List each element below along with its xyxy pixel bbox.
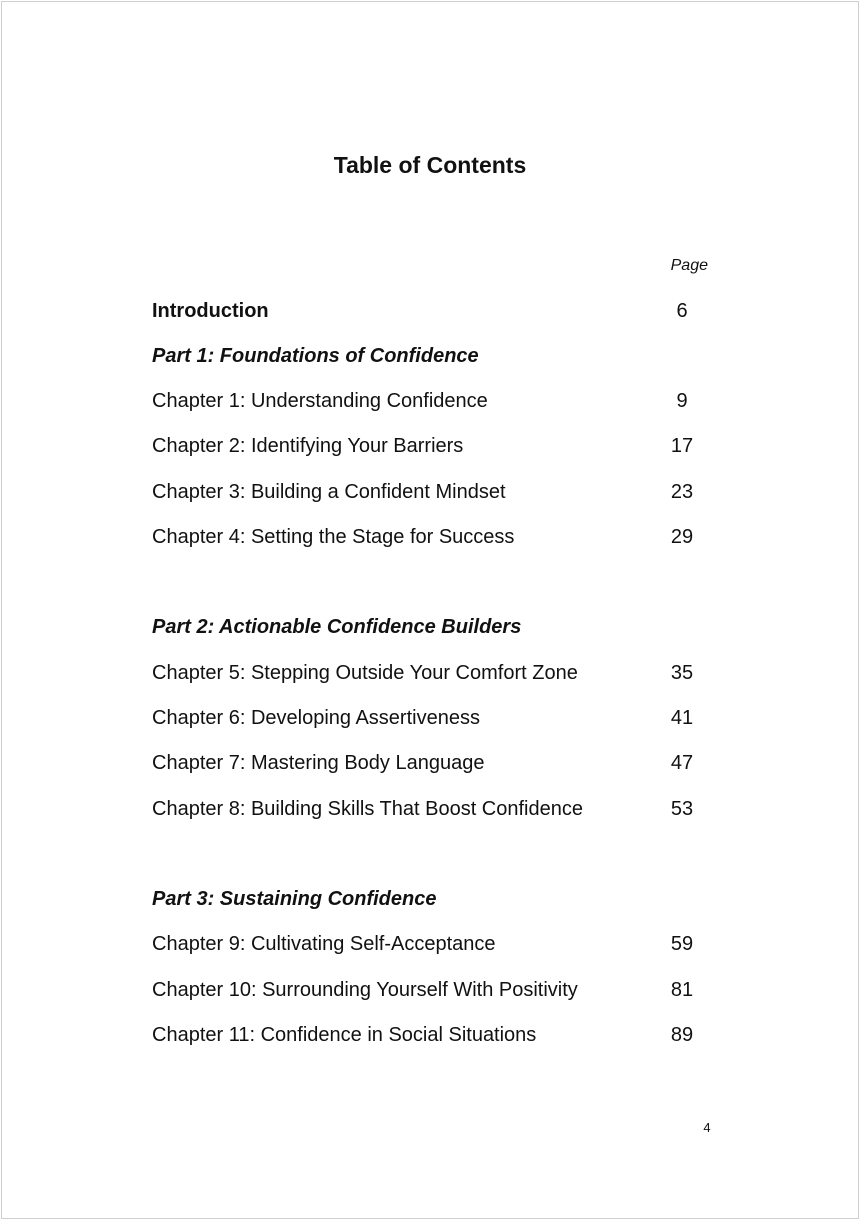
toc-entry-chapter-2[interactable] xyxy=(152,433,712,459)
toc-part-3-heading[interactable] xyxy=(152,886,712,912)
toc-part-label: Part 3: Sustaining Confidence xyxy=(152,888,437,910)
page-number: 4 xyxy=(703,1120,711,1135)
toc-part-label: Part 1: Foundations of Confidence xyxy=(152,345,479,367)
toc-entry-chapter-9[interactable] xyxy=(152,931,712,957)
toc-entry-label: Chapter 3: Building a Confident Mindset xyxy=(152,481,506,503)
toc-entry-label: Chapter 8: Building Skills That Boost Confidence xyxy=(152,798,583,820)
toc-entry-label: Introduction xyxy=(152,300,269,322)
toc-entry-page: 47 xyxy=(670,752,694,774)
toc-part-1-heading[interactable] xyxy=(152,343,712,369)
toc-entry-label: Chapter 4: Setting the Stage for Success xyxy=(152,526,515,548)
toc-entry-page: 17 xyxy=(670,435,694,457)
toc-entry-label: Chapter 7: Mastering Body Language xyxy=(152,752,485,774)
toc-entry-chapter-3[interactable] xyxy=(152,479,712,505)
toc-entry-page: 81 xyxy=(670,979,694,1001)
toc-entry-label: Chapter 5: Stepping Outside Your Comfort Zone xyxy=(152,662,578,684)
toc-entry-page: 9 xyxy=(676,390,688,412)
toc-entry-page: 53 xyxy=(670,798,694,820)
toc-entry-chapter-8[interactable] xyxy=(152,796,712,822)
toc-entry-introduction[interactable] xyxy=(152,298,712,324)
page-column-header: Page xyxy=(670,257,708,274)
toc-entry-label: Chapter 2: Identifying Your Barriers xyxy=(152,435,464,457)
toc-entry-label: Chapter 11: Confidence in Social Situations xyxy=(152,1024,537,1046)
toc-entry-page: 29 xyxy=(670,526,694,548)
toc-entry-chapter-11[interactable] xyxy=(152,1022,712,1048)
toc-entry-chapter-4[interactable] xyxy=(152,524,712,550)
toc-entry-label: Chapter 10: Surrounding Yourself With Positivity xyxy=(152,979,578,1001)
toc-entry-page: 59 xyxy=(670,933,694,955)
toc-entry-page: 89 xyxy=(670,1024,694,1046)
toc-entry-chapter-5[interactable] xyxy=(152,660,712,686)
toc-entry-page: 41 xyxy=(670,707,694,729)
document-page xyxy=(1,1,859,1219)
toc-entry-label: Chapter 6: Developing Assertiveness xyxy=(152,707,480,729)
toc-title: Table of Contents xyxy=(333,152,527,178)
toc-entry-page: 35 xyxy=(670,662,694,684)
toc-part-2-heading[interactable] xyxy=(152,614,712,640)
toc-entry-page: 6 xyxy=(676,300,688,322)
toc-part-label: Part 2: Actionable Confidence Builders xyxy=(152,616,522,638)
toc-entry-chapter-1[interactable] xyxy=(152,388,712,414)
toc-entry-page: 23 xyxy=(670,481,694,503)
toc-entry-chapter-6[interactable] xyxy=(152,705,712,731)
toc-entry-label: Chapter 1: Understanding Confidence xyxy=(152,390,488,412)
toc-entry-label: Chapter 9: Cultivating Self-Acceptance xyxy=(152,933,496,955)
toc-entry-chapter-7[interactable] xyxy=(152,750,712,776)
toc-entry-chapter-10[interactable] xyxy=(152,977,712,1003)
